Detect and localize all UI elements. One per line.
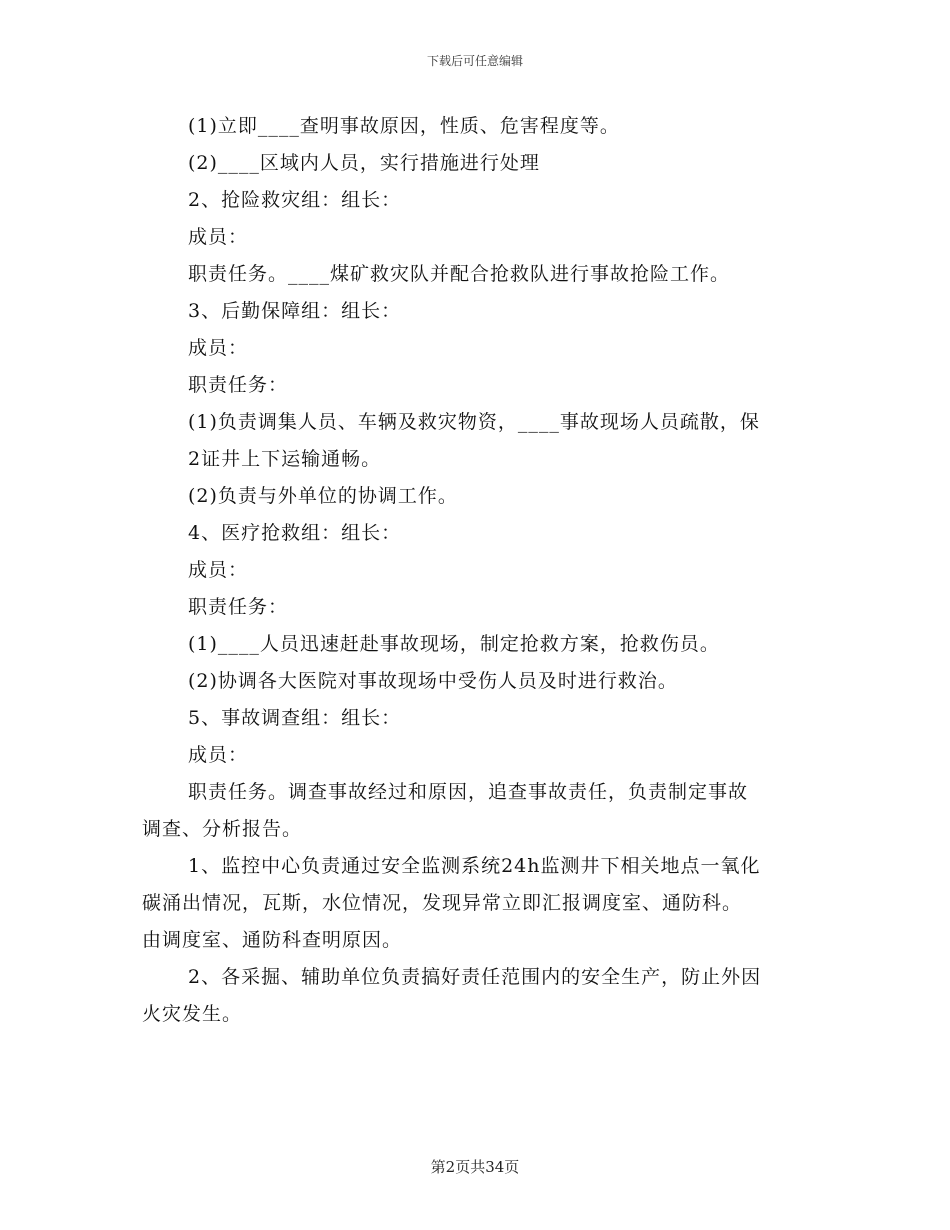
- text-line: 2、各采掘、辅助单位负责搞好责任范围内的安全生产，防止外因: [188, 966, 762, 988]
- text-line: (2)____区域内人员，实行措施进行处理: [188, 152, 540, 174]
- text-line: (2)协调各大医院对事故现场中受伤人员及时进行救治。: [188, 670, 678, 692]
- text-line: 成员：: [188, 226, 249, 248]
- text-line: 4、医疗抢救组：组长：: [188, 522, 402, 544]
- text-line: 5、事故调查组：组长：: [188, 707, 402, 729]
- text-line: (1)____人员迅速赶赴事故现场，制定抢救方案，抢救伤员。: [188, 633, 720, 655]
- text-line: 火灾发生。: [142, 1003, 243, 1025]
- text-line: 成员：: [188, 337, 249, 359]
- text-line: 成员：: [188, 559, 249, 581]
- text-line: 职责任务：: [188, 374, 289, 396]
- text-line: (1)负责调集人员、车辆及救灾物资，____事故现场人员疏散，保: [188, 411, 760, 433]
- text-line: 调查、分析报告。: [142, 818, 303, 840]
- text-line: (2)负责与外单位的协调工作。: [188, 485, 458, 507]
- text-line: 3、后勤保障组：组长：: [188, 300, 402, 322]
- text-line: 2证井上下运输通畅。: [188, 448, 382, 470]
- text-line: 成员：: [188, 744, 249, 766]
- text-line: 1、监控中心负责通过安全监测系统24h监测井下相关地点一氧化: [188, 855, 761, 877]
- document-body: [142, 108, 808, 1033]
- text-line: 职责任务：: [188, 596, 289, 618]
- text-line: 职责任务。____煤矿救灾队并配合抢救队进行事故抢险工作。: [188, 263, 731, 285]
- text-line: (1)立即____查明事故原因，性质、危害程度等。: [188, 115, 620, 137]
- text-line: 职责任务。调查事故经过和原因，追查事故责任，负责制定事故: [188, 781, 749, 803]
- text-line: 由调度室、通防科查明原因。: [142, 929, 403, 951]
- page-header: 下载后可任意编辑: [426, 54, 523, 68]
- page-footer: 第2页共34页: [430, 1158, 520, 1176]
- text-line: 碳涌出情况，瓦斯，水位情况，发现异常立即汇报调度室、通防科。: [142, 892, 743, 914]
- text-line: 2、抢险救灾组：组长：: [188, 189, 402, 211]
